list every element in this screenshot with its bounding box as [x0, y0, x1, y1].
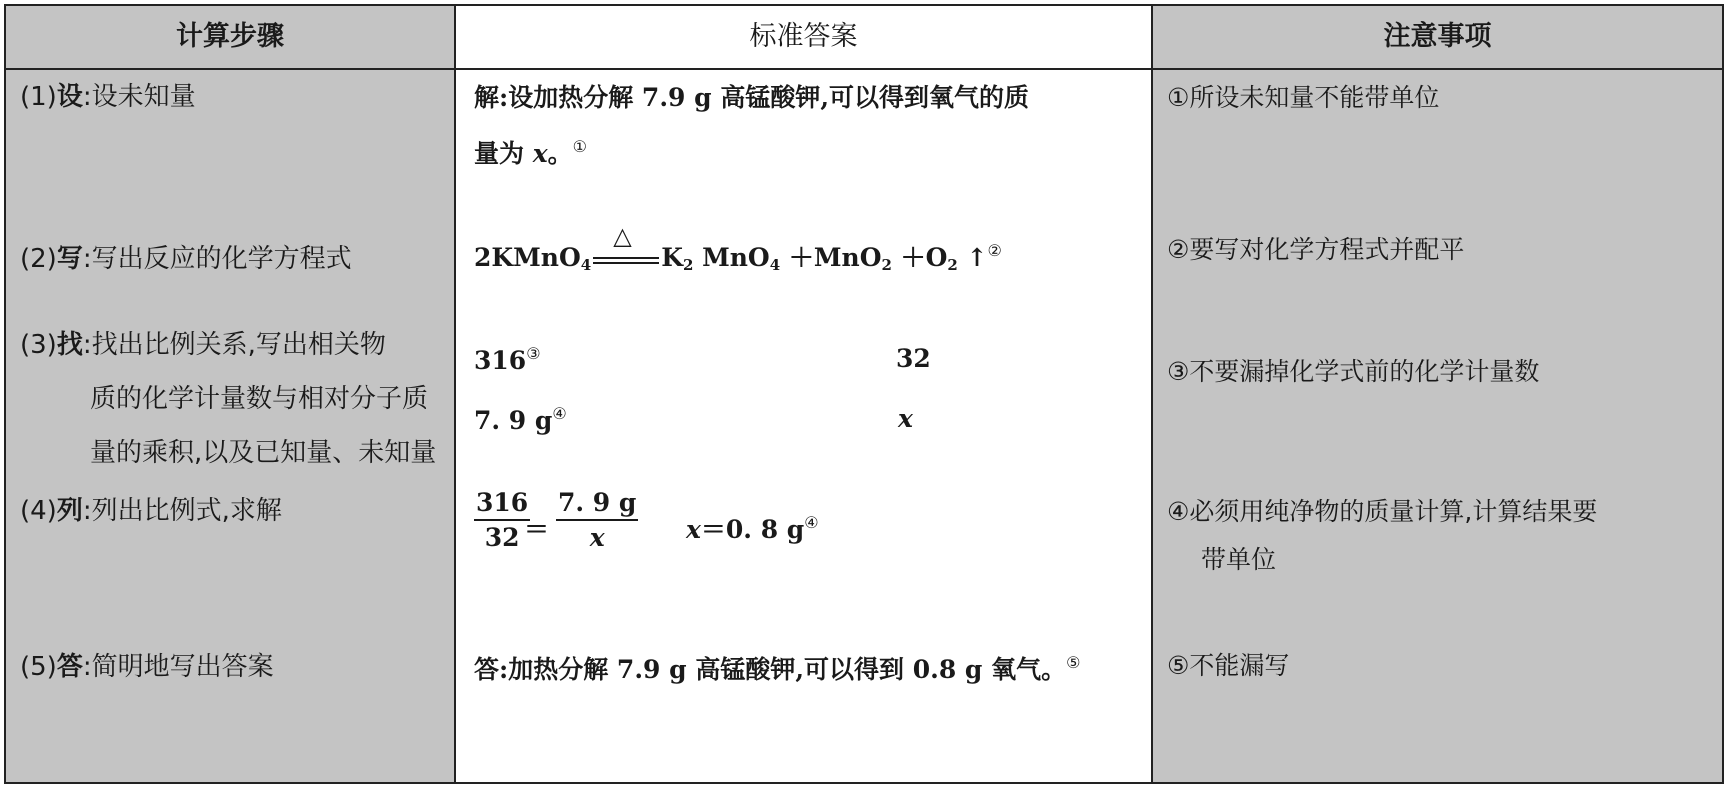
answer-setup-prefix: 量为 [474, 139, 533, 168]
chemical-equation [474, 221, 1002, 274]
ratio-left-1-value: 316 [474, 346, 527, 375]
ratio-left-2 [474, 404, 567, 435]
step-1 [20, 76, 196, 113]
marker-1: ① [572, 137, 587, 156]
answer-column [456, 6, 1151, 782]
step-5 [20, 646, 274, 683]
step-3-keyword: 找 [56, 330, 83, 360]
fraction-1 [474, 488, 530, 552]
result-value: ＝0. 8 g [700, 515, 805, 544]
step-3-number: (3) [20, 330, 57, 360]
product-2: ＋MnO [780, 243, 882, 272]
step-5-keyword: 答 [56, 652, 83, 682]
heat-triangle-icon: △ [613, 221, 632, 250]
step-4-text: :列出比例式,求解 [82, 496, 282, 526]
marker-3: ③ [526, 344, 541, 363]
ratio-right-1: 32 [896, 344, 931, 373]
step-3-line-2: 质的化学计量数与相对分子质 [90, 384, 429, 414]
step-5-text: :简明地写出答案 [82, 652, 274, 682]
product-1-tail-subscript: 4 [769, 256, 781, 274]
fraction-2-denominator: x [589, 523, 605, 552]
step-1-text: :设未知量 [82, 82, 196, 112]
product-1-tail: MnO [693, 243, 770, 272]
ratio-left-1 [474, 344, 541, 375]
final-answer-text: 答:加热分解 7.9 g 高锰酸钾,可以得到 0.8 g 氧气。 [474, 655, 1067, 684]
step-2-text: :写出反应的化学方程式 [82, 244, 352, 274]
note-4-line-2: 带单位 [1201, 545, 1277, 574]
step-1-keyword: 设 [56, 82, 83, 112]
ratio-right-2: x [898, 404, 913, 433]
steps-column [6, 6, 456, 782]
marker-5: ⑤ [1066, 653, 1081, 672]
step-4 [20, 490, 282, 527]
steps-header: 计算步骤 [6, 6, 454, 70]
result-variable: x [686, 515, 701, 544]
result [686, 510, 819, 546]
product-3: ＋O [891, 243, 948, 272]
marker-4a: ④ [552, 404, 567, 423]
gas-arrow-icon: ↑ [957, 243, 988, 272]
note-3: ③不要漏掉化学式前的化学计量数 [1167, 357, 1540, 386]
product-1: K [661, 243, 683, 272]
notes-header: 注意事项 [1153, 6, 1722, 70]
marker-2: ② [987, 241, 1002, 260]
fraction-1-numerator: 316 [474, 488, 530, 521]
step-2 [20, 238, 352, 275]
step-3 [20, 324, 386, 361]
product-1-subscript: 2 [682, 256, 694, 274]
step-4-number: (4) [20, 496, 57, 526]
step-3-line-3: 量的乘积,以及已知量、未知量 [90, 438, 437, 468]
step-2-keyword: 写 [56, 244, 83, 274]
answer-setup-period: 。 [547, 139, 573, 168]
step-1-number: (1) [20, 82, 57, 112]
fraction-2-numerator: 7. 9 g [556, 488, 638, 521]
fraction-2 [556, 488, 638, 552]
fraction-equals: ＝ [524, 515, 550, 544]
marker-4b: ④ [804, 513, 819, 532]
product-2-subscript: 2 [881, 256, 892, 274]
answer-setup-line-1: 解:设加热分解 7.9 g 高锰酸钾,可以得到氧气的质 [474, 83, 1030, 112]
answer-header: 标准答案 [456, 6, 1151, 70]
note-5: ⑤不能漏写 [1167, 651, 1290, 680]
reactant: 2KMnO [474, 243, 581, 272]
ratio-left-2-value: 7. 9 g [474, 406, 553, 435]
final-answer [474, 650, 1080, 686]
calculation-steps-table [4, 4, 1724, 784]
answer-setup-variable: x [532, 139, 548, 168]
notes-column [1151, 6, 1722, 782]
note-2: ②要写对化学方程式并配平 [1167, 235, 1465, 264]
note-1: ①所设未知量不能带单位 [1167, 83, 1440, 112]
product-3-subscript: 2 [947, 256, 958, 274]
heat-equals-sign [593, 221, 659, 270]
note-4-line-1: ④必须用纯净物的质量计算,计算结果要 [1167, 497, 1598, 526]
step-4-keyword: 列 [56, 496, 83, 526]
step-3-text: :找出比例关系,写出相关物 [82, 330, 386, 360]
fraction-1-denominator: 32 [484, 523, 520, 552]
reactant-subscript: 4 [580, 256, 592, 274]
step-5-number: (5) [20, 652, 57, 682]
answer-setup-line-2 [474, 134, 587, 170]
step-2-number: (2) [20, 244, 57, 274]
